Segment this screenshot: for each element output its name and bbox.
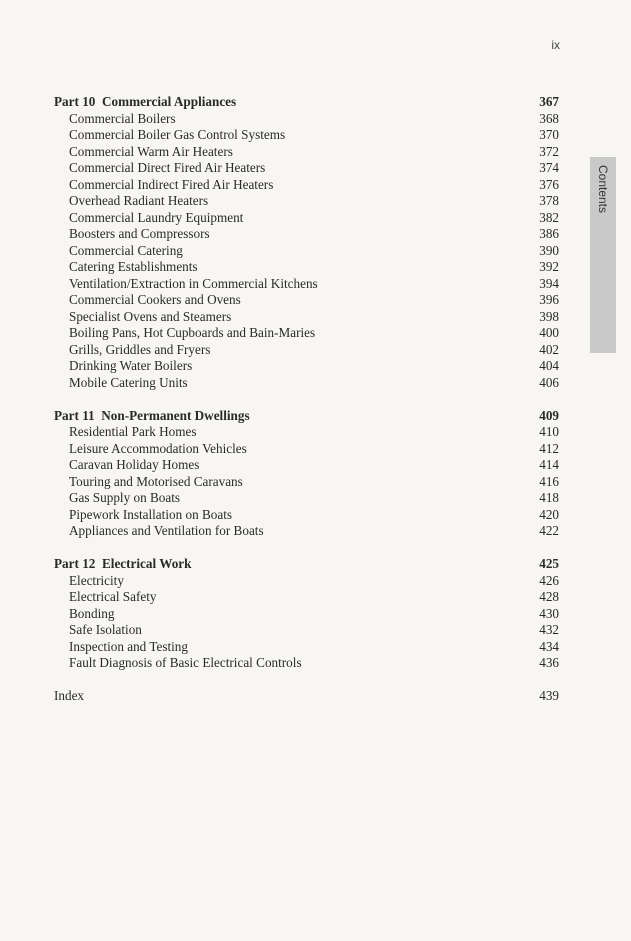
toc-entry[interactable] [54,441,559,458]
toc-entry-page: 368 [539,110,559,126]
toc-entry-page: 414 [539,457,559,472]
toc-entry[interactable] [54,193,559,210]
toc-entry[interactable] [54,639,559,656]
toc-entry[interactable] [54,507,559,524]
toc-entry-page: 376 [539,176,559,192]
toc-entry-page: 382 [539,209,559,225]
part-page-number: 409 [539,407,559,423]
part-heading-label [54,94,236,111]
toc-entry-label: Commercial Catering [69,242,183,258]
toc-entry-label: Specialist Ovens and Steamers [69,308,232,324]
toc-entry-label: Commercial Warm Air Heaters [69,143,233,159]
toc-entry-label: Caravan Holiday Homes [69,457,200,472]
toc-entry-page: 398 [539,308,559,324]
toc-entry[interactable] [54,276,559,293]
toc-entry[interactable] [54,358,559,375]
toc-entry[interactable] [54,309,559,326]
toc-entry[interactable] [54,622,559,639]
toc-entry-page: 404 [539,358,559,373]
toc-entry-label: Overhead Radiant Heaters [69,193,209,208]
toc-entry-page: 406 [539,374,559,390]
toc-entry[interactable] [54,523,559,540]
toc-entry-page: 400 [539,325,559,340]
toc-entry-label: Commercial Direct Fired Air Heaters [69,160,266,175]
toc-entry-page: 372 [539,143,559,159]
toc-entry[interactable] [54,210,559,227]
table-of-contents [54,94,559,705]
toc-entry-label: Commercial Cookers and Ovens [69,292,241,307]
toc-entry-page: 378 [539,193,559,208]
toc-entry-label: Drinking Water Boilers [69,358,193,373]
toc-entry-page: 432 [539,622,559,637]
index-page: 439 [539,688,559,703]
toc-entry[interactable] [54,325,559,342]
toc-entry-label: Safe Isolation [69,622,142,637]
toc-sections [54,94,559,672]
toc-entry-label: Inspection and Testing [69,638,188,654]
toc-entry-page: 392 [539,259,559,274]
toc-entry-page: 386 [539,226,559,241]
toc-part-heading[interactable] [54,556,559,573]
toc-entry-label: Commercial Indirect Fired Air Heaters [69,176,274,192]
toc-entry-page: 412 [539,440,559,456]
toc-entry-page: 436 [539,655,559,670]
toc-entry[interactable] [54,243,559,260]
part-number: Part 11 [54,407,95,423]
part-page-number: 367 [539,94,559,109]
side-tab-label: Contents [596,164,610,214]
part-title: Electrical Work [101,556,192,571]
toc-entry-label: Gas Supply on Boats [69,490,180,505]
toc-entry[interactable] [54,457,559,474]
toc-entry-label: Boosters and Compressors [69,226,210,241]
part-heading-label [54,556,191,573]
toc-entry-page: 420 [539,506,559,522]
toc-entry-label: Mobile Catering Units [69,374,188,390]
toc-entry-page: 426 [539,572,559,588]
toc-entry-label: Fault Diagnosis of Basic Electrical Controls [69,655,302,670]
toc-entry[interactable] [54,375,559,392]
toc-entry-page: 374 [539,160,559,175]
index-label: Index [54,688,85,703]
toc-index-row[interactable] [54,688,559,705]
toc-entry-page: 430 [539,605,559,621]
toc-entry-page: 422 [539,523,559,538]
toc-entry-page: 396 [539,292,559,307]
toc-entry-label: Commercial Laundry Equipment [69,209,244,225]
toc-entry-label: Catering Establishments [69,259,198,274]
toc-section [54,94,559,391]
toc-entry-page: 394 [539,275,559,291]
part-title: Non-Permanent Dwellings [101,407,250,423]
toc-entry[interactable] [54,144,559,161]
toc-entry-label: Bonding [69,605,115,621]
part-heading-label [54,408,250,425]
toc-entry-label: Residential Park Homes [69,424,197,439]
toc-entry-label: Touring and Motorised Caravans [69,473,243,489]
toc-entry-label: Pipework Installation on Boats [69,506,232,522]
toc-entry[interactable] [54,111,559,128]
toc-entry[interactable] [54,259,559,276]
toc-entry[interactable] [54,424,559,441]
toc-entry-label: Commercial Boilers [69,110,176,126]
toc-section [54,556,559,672]
toc-entry-label: Ventilation/Extraction in Commercial Kitchens [69,275,318,291]
toc-entry-page: 390 [539,242,559,258]
toc-entry[interactable] [54,160,559,177]
toc-section [54,408,559,540]
toc-entry-page: 410 [539,424,559,439]
toc-entry-page: 416 [539,473,559,489]
toc-part-heading[interactable] [54,408,559,425]
contents-side-tab [590,157,616,353]
part-title: Commercial Appliances [101,94,237,109]
toc-entry[interactable] [54,606,559,623]
toc-entry[interactable] [54,342,559,359]
part-number: Part 12 [54,556,96,571]
toc-part-heading[interactable] [54,94,559,111]
toc-entry-page: 434 [539,638,559,654]
toc-entry[interactable] [54,226,559,243]
toc-entry[interactable] [54,490,559,507]
part-page-number: 425 [539,556,559,571]
toc-entry[interactable] [54,177,559,194]
toc-entry-page: 370 [539,127,559,142]
page-number: ix [551,38,560,52]
toc-entry-label: Electrical Safety [69,589,157,604]
toc-entry-label: Leisure Accommodation Vehicles [69,440,247,456]
toc-entry-label: Grills, Griddles and Fryers [69,341,211,357]
toc-entry-page: 428 [539,589,559,604]
toc-entry[interactable] [54,474,559,491]
toc-entry-label: Boiling Pans, Hot Cupboards and Bain-Maries [69,325,316,340]
toc-entry[interactable] [54,292,559,309]
toc-entry[interactable] [54,589,559,606]
toc-entry-page: 418 [539,490,559,505]
toc-entry-page: 402 [539,341,559,357]
toc-entry[interactable] [54,573,559,590]
toc-entry-label: Appliances and Ventilation for Boats [69,523,264,538]
toc-entry[interactable] [54,655,559,672]
part-number: Part 10 [54,94,96,109]
toc-entry-label: Commercial Boiler Gas Control Systems [69,127,286,142]
toc-entry[interactable] [54,127,559,144]
toc-entry-label: Electricity [69,572,124,588]
